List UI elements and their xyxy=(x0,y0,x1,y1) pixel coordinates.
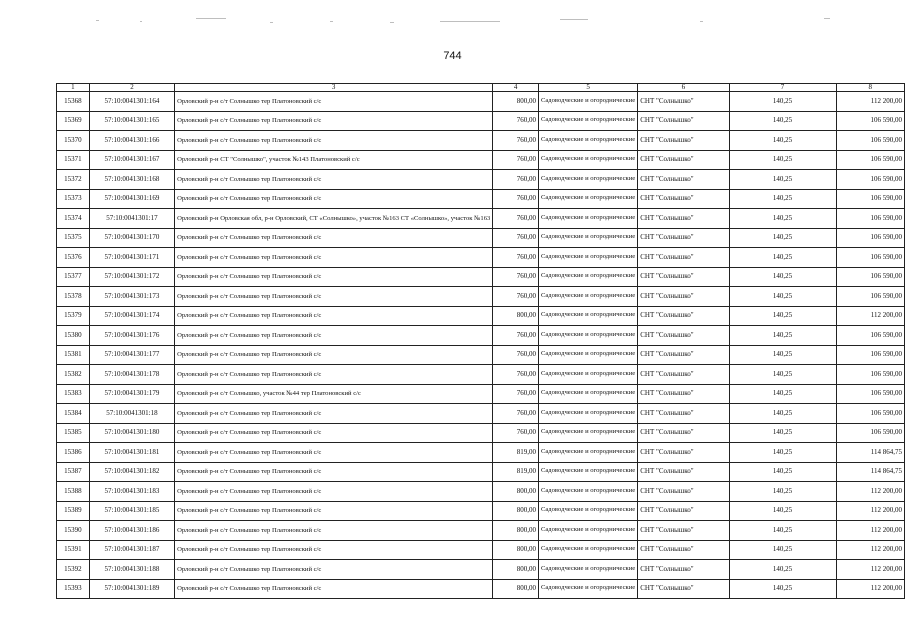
rate-cell: 140,25 xyxy=(729,423,836,443)
cadastral-value-cell: 106 590,00 xyxy=(836,404,905,424)
cadastral-number-cell: 57:10:0041301:176 xyxy=(89,326,174,346)
row-number-cell: 15382 xyxy=(57,365,90,385)
table-row xyxy=(57,150,905,170)
table-row xyxy=(57,384,905,404)
scan-artifacts xyxy=(0,0,905,40)
cadastral-value-cell: 106 590,00 xyxy=(836,150,905,170)
column-header: 1 xyxy=(57,84,90,92)
rate-cell: 140,25 xyxy=(729,111,836,131)
cadastral-number-cell: 57:10:0041301:164 xyxy=(89,92,174,112)
table-row xyxy=(57,540,905,560)
land-use-cell: Садоводческие и огороднические xyxy=(538,521,637,541)
cadastral-value-cell: 106 590,00 xyxy=(836,228,905,248)
area-cell: 800,00 xyxy=(493,540,539,560)
area-cell: 760,00 xyxy=(493,131,539,151)
address-cell: Орловский р-н с/т Солнышко тер Платоновский с/с xyxy=(175,462,493,482)
cadastral-value-cell: 106 590,00 xyxy=(836,345,905,365)
address-cell: Орловский р-н с/т Солнышко тер Платоновский с/с xyxy=(175,521,493,541)
rate-cell: 140,25 xyxy=(729,579,836,599)
organization-cell: СНТ "Солнышко" xyxy=(638,150,729,170)
cadastral-number-cell: 57:10:0041301:177 xyxy=(89,345,174,365)
address-cell: Орловский р-н с/т Солнышко тер Платоновский с/с xyxy=(175,560,493,580)
address-cell: Орловский р-н с/т Солнышко тер Платоновский с/с xyxy=(175,228,493,248)
column-header: 2 xyxy=(89,84,174,92)
cadastral-number-cell: 57:10:0041301:179 xyxy=(89,384,174,404)
address-cell: Орловский р-н с/т Солнышко тер Платоновский с/с xyxy=(175,287,493,307)
cadastral-number-cell: 57:10:0041301:181 xyxy=(89,443,174,463)
organization-cell: СНТ "Солнышко" xyxy=(638,345,729,365)
area-cell: 760,00 xyxy=(493,228,539,248)
rate-cell: 140,25 xyxy=(729,365,836,385)
cadastral-value-cell: 106 590,00 xyxy=(836,189,905,209)
table-row xyxy=(57,92,905,112)
address-cell: Орловский р-н Орловская обл, р-н Орловский, СТ «Солнышко», участок №163 СТ «Солнышко», участок №163 xyxy=(175,209,493,229)
row-number-cell: 15385 xyxy=(57,423,90,443)
rate-cell: 140,25 xyxy=(729,170,836,190)
table-row xyxy=(57,423,905,443)
land-use-cell: Садоводческие и огороднические xyxy=(538,248,637,268)
area-cell: 760,00 xyxy=(493,365,539,385)
address-cell: Орловский р-н с/т Солнышко, участок №44 тер Платоновский с/с xyxy=(175,384,493,404)
land-use-cell: Садоводческие и огороднические xyxy=(538,170,637,190)
land-use-cell: Садоводческие и огороднические xyxy=(538,189,637,209)
cadastral-number-cell: 57:10:0041301:167 xyxy=(89,150,174,170)
area-cell: 760,00 xyxy=(493,345,539,365)
table-row xyxy=(57,482,905,502)
organization-cell: СНТ "Солнышко" xyxy=(638,521,729,541)
land-use-cell: Садоводческие и огороднические xyxy=(538,482,637,502)
cadastral-number-cell: 57:10:0041301:168 xyxy=(89,170,174,190)
cadastral-number-cell: 57:10:0041301:166 xyxy=(89,131,174,151)
table-row xyxy=(57,365,905,385)
area-cell: 800,00 xyxy=(493,560,539,580)
row-number-cell: 15389 xyxy=(57,501,90,521)
column-header: 7 xyxy=(729,84,836,92)
cadastral-number-cell: 57:10:0041301:165 xyxy=(89,111,174,131)
land-use-cell: Садоводческие и огороднические xyxy=(538,267,637,287)
table-row xyxy=(57,287,905,307)
row-number-cell: 15393 xyxy=(57,579,90,599)
land-use-cell: Садоводческие и огороднические xyxy=(538,579,637,599)
cadastral-value-cell: 106 590,00 xyxy=(836,248,905,268)
organization-cell: СНТ "Солнышко" xyxy=(638,579,729,599)
cadastral-value-cell: 112 200,00 xyxy=(836,579,905,599)
rate-cell: 140,25 xyxy=(729,326,836,346)
cadastral-number-cell: 57:10:0041301:182 xyxy=(89,462,174,482)
row-number-cell: 15371 xyxy=(57,150,90,170)
table-row xyxy=(57,111,905,131)
organization-cell: СНТ "Солнышко" xyxy=(638,248,729,268)
area-cell: 760,00 xyxy=(493,404,539,424)
land-use-cell: Садоводческие и огороднические xyxy=(538,365,637,385)
rate-cell: 140,25 xyxy=(729,131,836,151)
table-row xyxy=(57,228,905,248)
row-number-cell: 15381 xyxy=(57,345,90,365)
cadastral-number-cell: 57:10:0041301:18 xyxy=(89,404,174,424)
area-cell: 760,00 xyxy=(493,248,539,268)
table-row xyxy=(57,345,905,365)
table-row xyxy=(57,306,905,326)
address-cell: Орловский р-н с/т Солнышко тер Платоновский с/с xyxy=(175,326,493,346)
land-use-cell: Садоводческие и огороднические xyxy=(538,423,637,443)
land-use-cell: Садоводческие и огороднические xyxy=(538,540,637,560)
land-use-cell: Садоводческие и огороднические xyxy=(538,560,637,580)
address-cell: Орловский р-н с/т Солнышко тер Платоновский с/с xyxy=(175,443,493,463)
cadastral-number-cell: 57:10:0041301:178 xyxy=(89,365,174,385)
row-number-cell: 15388 xyxy=(57,482,90,502)
cadastral-value-cell: 112 200,00 xyxy=(836,540,905,560)
row-number-cell: 15386 xyxy=(57,443,90,463)
table-header-row xyxy=(57,84,905,92)
area-cell: 760,00 xyxy=(493,209,539,229)
cadastral-number-cell: 57:10:0041301:17 xyxy=(89,209,174,229)
cadastral-number-cell: 57:10:0041301:173 xyxy=(89,287,174,307)
cadastral-value-cell: 106 590,00 xyxy=(836,384,905,404)
cadastral-value-cell: 112 200,00 xyxy=(836,501,905,521)
land-use-cell: Садоводческие и огороднические xyxy=(538,384,637,404)
organization-cell: СНТ "Солнышко" xyxy=(638,404,729,424)
address-cell: Орловский р-н с/т Солнышко тер Платоновский с/с xyxy=(175,365,493,385)
organization-cell: СНТ "Солнышко" xyxy=(638,267,729,287)
rate-cell: 140,25 xyxy=(729,287,836,307)
cadastral-number-cell: 57:10:0041301:188 xyxy=(89,560,174,580)
area-cell: 800,00 xyxy=(493,579,539,599)
table-row xyxy=(57,326,905,346)
land-use-cell: Садоводческие и огороднические xyxy=(538,443,637,463)
area-cell: 760,00 xyxy=(493,384,539,404)
row-number-cell: 15376 xyxy=(57,248,90,268)
row-number-cell: 15392 xyxy=(57,560,90,580)
rate-cell: 140,25 xyxy=(729,248,836,268)
organization-cell: СНТ "Солнышко" xyxy=(638,228,729,248)
row-number-cell: 15370 xyxy=(57,131,90,151)
area-cell: 760,00 xyxy=(493,111,539,131)
row-number-cell: 15383 xyxy=(57,384,90,404)
row-number-cell: 15378 xyxy=(57,287,90,307)
cadastral-number-cell: 57:10:0041301:187 xyxy=(89,540,174,560)
row-number-cell: 15380 xyxy=(57,326,90,346)
column-header: 4 xyxy=(493,84,539,92)
table-row xyxy=(57,579,905,599)
organization-cell: СНТ "Солнышко" xyxy=(638,189,729,209)
address-cell: Орловский р-н с/т Солнышко тер Платоновский с/с xyxy=(175,540,493,560)
area-cell: 760,00 xyxy=(493,170,539,190)
row-number-cell: 15373 xyxy=(57,189,90,209)
page-number: 744 xyxy=(443,50,462,62)
area-cell: 800,00 xyxy=(493,482,539,502)
area-cell: 760,00 xyxy=(493,189,539,209)
row-number-cell: 15369 xyxy=(57,111,90,131)
area-cell: 800,00 xyxy=(493,92,539,112)
organization-cell: СНТ "Солнышко" xyxy=(638,326,729,346)
rate-cell: 140,25 xyxy=(729,92,836,112)
cadastral-value-cell: 112 200,00 xyxy=(836,306,905,326)
table-row xyxy=(57,189,905,209)
address-cell: Орловский р-н с/т Солнышко тер Платоновский с/с xyxy=(175,189,493,209)
area-cell: 760,00 xyxy=(493,423,539,443)
row-number-cell: 15377 xyxy=(57,267,90,287)
address-cell: Орловский р-н с/т Солнышко тер Платоновский с/с xyxy=(175,248,493,268)
cadastral-value-cell: 106 590,00 xyxy=(836,326,905,346)
cadastral-number-cell: 57:10:0041301:185 xyxy=(89,501,174,521)
address-cell: Орловский р-н СТ "Солнышко", участок №143 Платоновский с/с xyxy=(175,150,493,170)
area-cell: 819,00 xyxy=(493,462,539,482)
rate-cell: 140,25 xyxy=(729,228,836,248)
column-header: 3 xyxy=(175,84,493,92)
land-use-cell: Садоводческие и огороднические xyxy=(538,131,637,151)
cadastral-value-cell: 106 590,00 xyxy=(836,209,905,229)
rate-cell: 140,25 xyxy=(729,150,836,170)
row-number-cell: 15372 xyxy=(57,170,90,190)
land-use-cell: Садоводческие и огороднические xyxy=(538,345,637,365)
organization-cell: СНТ "Солнышко" xyxy=(638,443,729,463)
table-row xyxy=(57,209,905,229)
address-cell: Орловский р-н с/т Солнышко тер Платоновский с/с xyxy=(175,345,493,365)
organization-cell: СНТ "Солнышко" xyxy=(638,501,729,521)
area-cell: 760,00 xyxy=(493,287,539,307)
table-row xyxy=(57,267,905,287)
table-row xyxy=(57,501,905,521)
cadastral-number-cell: 57:10:0041301:170 xyxy=(89,228,174,248)
cadastral-value-cell: 106 590,00 xyxy=(836,267,905,287)
address-cell: Орловский р-н с/т Солнышко тер Платоновский с/с xyxy=(175,423,493,443)
cadastral-value-table xyxy=(56,83,905,599)
organization-cell: СНТ "Солнышко" xyxy=(638,209,729,229)
land-use-cell: Садоводческие и огороднические xyxy=(538,111,637,131)
table-row xyxy=(57,131,905,151)
land-use-cell: Садоводческие и огороднические xyxy=(538,92,637,112)
organization-cell: СНТ "Солнышко" xyxy=(638,306,729,326)
area-cell: 800,00 xyxy=(493,306,539,326)
area-cell: 760,00 xyxy=(493,326,539,346)
area-cell: 760,00 xyxy=(493,150,539,170)
address-cell: Орловский р-н с/т Солнышко тер Платоновский с/с xyxy=(175,131,493,151)
cadastral-number-cell: 57:10:0041301:183 xyxy=(89,482,174,502)
row-number-cell: 15374 xyxy=(57,209,90,229)
column-header: 8 xyxy=(836,84,905,92)
address-cell: Орловский р-н с/т Солнышко тер Платоновский с/с xyxy=(175,92,493,112)
row-number-cell: 15375 xyxy=(57,228,90,248)
land-use-cell: Садоводческие и огороднические xyxy=(538,501,637,521)
cadastral-value-cell: 114 864,75 xyxy=(836,462,905,482)
organization-cell: СНТ "Солнышко" xyxy=(638,384,729,404)
organization-cell: СНТ "Солнышко" xyxy=(638,365,729,385)
address-cell: Орловский р-н с/т Солнышко тер Платоновский с/с xyxy=(175,267,493,287)
row-number-cell: 15391 xyxy=(57,540,90,560)
area-cell: 760,00 xyxy=(493,267,539,287)
land-use-cell: Садоводческие и огороднические xyxy=(538,150,637,170)
table-row xyxy=(57,443,905,463)
row-number-cell: 15368 xyxy=(57,92,90,112)
land-use-cell: Садоводческие и огороднические xyxy=(538,287,637,307)
cadastral-number-cell: 57:10:0041301:172 xyxy=(89,267,174,287)
cadastral-number-cell: 57:10:0041301:171 xyxy=(89,248,174,268)
rate-cell: 140,25 xyxy=(729,521,836,541)
organization-cell: СНТ "Солнышко" xyxy=(638,462,729,482)
address-cell: Орловский р-н с/т Солнышко тер Платоновский с/с xyxy=(175,306,493,326)
cadastral-value-cell: 106 590,00 xyxy=(836,287,905,307)
table-row xyxy=(57,170,905,190)
rate-cell: 140,25 xyxy=(729,482,836,502)
column-header: 5 xyxy=(538,84,637,92)
rate-cell: 140,25 xyxy=(729,345,836,365)
table-row xyxy=(57,404,905,424)
cadastral-number-cell: 57:10:0041301:186 xyxy=(89,521,174,541)
area-cell: 800,00 xyxy=(493,521,539,541)
cadastral-number-cell: 57:10:0041301:174 xyxy=(89,306,174,326)
address-cell: Орловский р-н с/т Солнышко тер Платоновский с/с xyxy=(175,501,493,521)
cadastral-number-cell: 57:10:0041301:169 xyxy=(89,189,174,209)
rate-cell: 140,25 xyxy=(729,404,836,424)
cadastral-value-cell: 112 200,00 xyxy=(836,482,905,502)
land-use-cell: Садоводческие и огороднические xyxy=(538,209,637,229)
address-cell: Орловский р-н с/т Солнышко тер Платоновский с/с xyxy=(175,111,493,131)
address-cell: Орловский р-н с/т Солнышко тер Платоновский с/с xyxy=(175,404,493,424)
organization-cell: СНТ "Солнышко" xyxy=(638,92,729,112)
cadastral-value-cell: 114 864,75 xyxy=(836,443,905,463)
address-cell: Орловский р-н с/т Солнышко тер Платоновский с/с xyxy=(175,482,493,502)
cadastral-value-cell: 106 590,00 xyxy=(836,170,905,190)
land-use-cell: Садоводческие и огороднические xyxy=(538,228,637,248)
cadastral-number-cell: 57:10:0041301:189 xyxy=(89,579,174,599)
land-use-cell: Садоводческие и огороднические xyxy=(538,306,637,326)
address-cell: Орловский р-н с/т Солнышко тер Платоновский с/с xyxy=(175,170,493,190)
rate-cell: 140,25 xyxy=(729,189,836,209)
land-use-cell: Садоводческие и огороднические xyxy=(538,404,637,424)
rate-cell: 140,25 xyxy=(729,443,836,463)
rate-cell: 140,25 xyxy=(729,384,836,404)
address-cell: Орловский р-н с/т Солнышко тер Платоновский с/с xyxy=(175,579,493,599)
row-number-cell: 15384 xyxy=(57,404,90,424)
rate-cell: 140,25 xyxy=(729,501,836,521)
table-row xyxy=(57,462,905,482)
organization-cell: СНТ "Солнышко" xyxy=(638,540,729,560)
cadastral-value-cell: 112 200,00 xyxy=(836,521,905,541)
rate-cell: 140,25 xyxy=(729,209,836,229)
cadastral-value-cell: 106 590,00 xyxy=(836,423,905,443)
table-row xyxy=(57,248,905,268)
rate-cell: 140,25 xyxy=(729,540,836,560)
land-use-cell: Садоводческие и огороднические xyxy=(538,462,637,482)
row-number-cell: 15390 xyxy=(57,521,90,541)
organization-cell: СНТ "Солнышко" xyxy=(638,131,729,151)
cadastral-number-cell: 57:10:0041301:180 xyxy=(89,423,174,443)
rate-cell: 140,25 xyxy=(729,462,836,482)
row-number-cell: 15387 xyxy=(57,462,90,482)
table-row xyxy=(57,560,905,580)
organization-cell: СНТ "Солнышко" xyxy=(638,111,729,131)
table-row xyxy=(57,521,905,541)
organization-cell: СНТ "Солнышко" xyxy=(638,170,729,190)
row-number-cell: 15379 xyxy=(57,306,90,326)
column-header: 6 xyxy=(638,84,729,92)
cadastral-value-cell: 106 590,00 xyxy=(836,111,905,131)
organization-cell: СНТ "Солнышко" xyxy=(638,482,729,502)
area-cell: 819,00 xyxy=(493,443,539,463)
cadastral-value-cell: 106 590,00 xyxy=(836,365,905,385)
area-cell: 800,00 xyxy=(493,501,539,521)
cadastral-value-cell: 106 590,00 xyxy=(836,131,905,151)
cadastral-value-cell: 112 200,00 xyxy=(836,92,905,112)
organization-cell: СНТ "Солнышко" xyxy=(638,423,729,443)
rate-cell: 140,25 xyxy=(729,306,836,326)
rate-cell: 140,25 xyxy=(729,267,836,287)
table-body xyxy=(57,92,905,599)
organization-cell: СНТ "Солнышко" xyxy=(638,287,729,307)
land-use-cell: Садоводческие и огороднические xyxy=(538,326,637,346)
cadastral-value-cell: 112 200,00 xyxy=(836,560,905,580)
organization-cell: СНТ "Солнышко" xyxy=(638,560,729,580)
rate-cell: 140,25 xyxy=(729,560,836,580)
